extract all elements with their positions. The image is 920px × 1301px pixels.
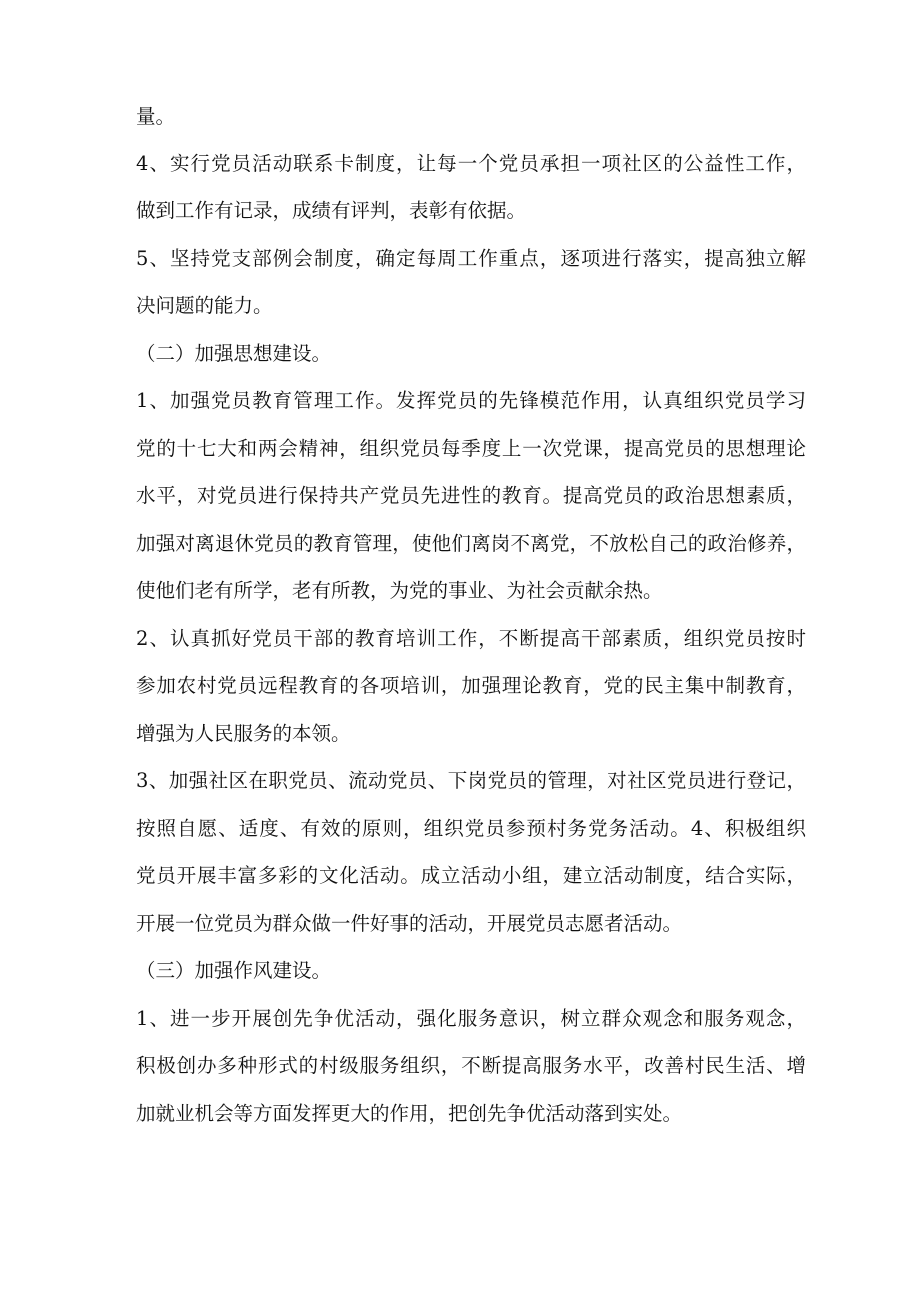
text-line: 水平，对党员进行保持共产党员先进性的教育。提高党员的政治思想素质， <box>136 484 806 507</box>
text-line: 党员开展丰富多彩的文化活动。成立活动小组，建立活动制度，结合实际， <box>136 864 806 887</box>
text-line: 量。 <box>136 105 176 128</box>
text-line: 开展一位党员为群众做一件好事的活动，开展党员志愿者活动。 <box>136 912 683 935</box>
text-line: 4、实行党员活动联系卡制度，让每一个党员承担一项社区的公益性工作， <box>136 152 806 175</box>
text-line: 决问题的能力。 <box>136 294 273 317</box>
text-line: 使他们老有所学，老有所教，为党的事业、为社会贡献余热。 <box>136 579 663 602</box>
text-line: 增强为人民服务的本领。 <box>136 722 351 745</box>
text-line: 1、加强党员教育管理工作。发挥党员的先锋模范作用，认真组织党员学习 <box>136 389 806 412</box>
text-line: 积极创办多种形式的村级服务组织，不断提高服务水平，改善村民生活、增 <box>136 1054 806 1077</box>
text-line: 5、坚持党支部例会制度，确定每周工作重点，逐项进行落实，提高独立解 <box>136 247 806 270</box>
text-line: 3、加强社区在职党员、流动党员、下岗党员的管理，对社区党员进行登记， <box>136 769 806 792</box>
text-line: 加就业机会等方面发挥更大的作用，把创先争优活动落到实处。 <box>136 1102 683 1125</box>
text-line: 1、进一步开展创先争优活动，强化服务意识，树立群众观念和服务观念， <box>136 1007 806 1030</box>
section-heading: （二）加强思想建设。 <box>136 342 332 365</box>
text-line: 做到工作有记录，成绩有评判，表彰有依据。 <box>136 199 527 222</box>
text-line: 按照自愿、适度、有效的原则，组织党员参预村务党务活动。4、积极组织 <box>136 817 806 840</box>
text-line: 参加农村党员远程教育的各项培训，加强理论教育，党的民主集中制教育， <box>136 674 806 697</box>
section-heading: （三）加强作风建设。 <box>136 959 332 982</box>
text-line: 2、认真抓好党员干部的教育培训工作，不断提高干部素质，组织党员按时 <box>136 627 806 650</box>
text-line: 党的十七大和两会精神，组织党员每季度上一次党课，提高党员的思想理论 <box>136 437 806 460</box>
text-line: 加强对离退休党员的教育管理，使他们离岗不离党，不放松自己的政治修养， <box>136 532 806 555</box>
